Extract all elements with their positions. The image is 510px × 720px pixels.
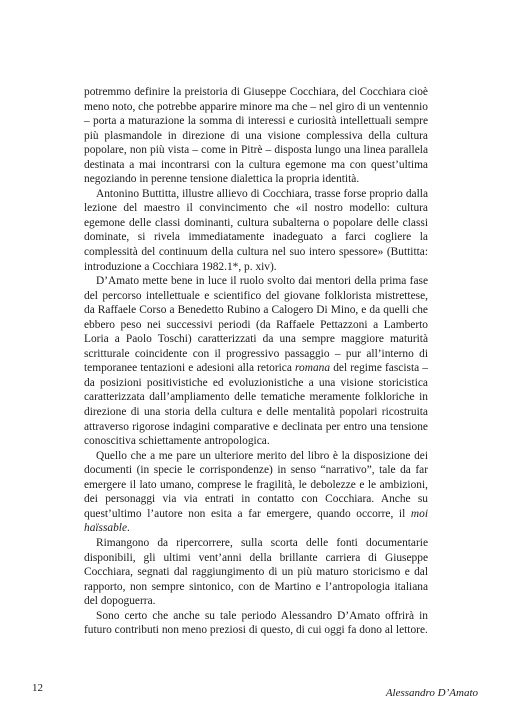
paragraph-text: . — [127, 522, 130, 535]
body-text — [84, 85, 428, 638]
paragraph — [84, 449, 428, 536]
paragraph-text: Antonino Buttitta, illustre allievo di Cocchiara, trasse forse proprio dalla lezione del maestro il convincimento che «il nostro modello: cultura egemone delle classi dominanti, cultura subalterna o popolare delle classi dominate, si rivela immediatamente inadeguato a farci cogliere la complessità del continuum della cultura nel suo intero spessore» (Buttitta: introduzione a Cocchiara 1982.1*, p. xiv). — [84, 187, 428, 273]
paragraph-text: D’Amato mette bene in luce il ruolo svolto dai mentori della prima fase del percorso intellettuale e scientifico del giovane folklorista mistrettese, da Raffaele Corso a Benedetto Rubino a Calogero Di Mino, e da quelli che ebbero peso nei successivi periodi (da Raffaele Pettazzoni a Lamberto Loria a Paolo Toschi) caratterizzati da una sempre maggiore maturità scritturale coincidente con il progressivo passaggio – pur all’interno di temporanee tentazioni e adesioni alla retorica — [84, 275, 428, 375]
page-number: 12 — [32, 682, 43, 694]
paragraph-text: Rimangono da ripercorrere, sulla scorta delle fonti documentarie disponibili, gli ultimi vent’anni della brillante carriera di Giuseppe Cocchiara, segnati dal raggiungimento di un più maturo storicismo e dal rapporto, non sempre sintonico, con de Martino e l’antropologia italiana del dopoguerra. — [84, 536, 428, 608]
paragraph — [84, 274, 428, 449]
paragraph-text: del regime fascista – da posizioni positivistiche ed evoluzionistiche a una visione storicistica caratterizzata dall’ampliamento delle tematiche meramente folkloriche in direzione di una storia della cultura e delle mentalità popolari ricostruita attraverso rigorose indagini comparative e declinata per entro una tensione conoscitiva schiettamente antropologica. — [84, 362, 428, 448]
paragraph — [84, 536, 428, 609]
paragraph-text: Sono certo che anche su tale periodo Alessandro D’Amato offrirà in futuro contributi non meno preziosi di questo, di cui oggi fa dono al lettore. — [84, 609, 428, 637]
paragraph-text: Quello che a me pare un ulteriore merito del libro è la disposizione dei documenti (in specie le corrispondenze) in senso “narrativo”, tale da far emergere il lato umano, comprese le fragilità, le debolezze e le ambizioni, dei personaggi via via entrati in contatto con Cocchiara. Anche su quest’ultimo l’autore non esita a far emergere, quando occorre, il — [84, 449, 428, 520]
running-footer-author: Alessandro D’Amato — [385, 687, 478, 699]
paragraph — [84, 85, 428, 187]
paragraph — [84, 609, 428, 638]
paragraph — [84, 187, 428, 274]
paragraph-text: potremmo definire la preistoria di Giuseppe Cocchiara, del Cocchiara cioè meno noto, che potrebbe apparire minore ma che – nel giro di un ventennio – porta a maturazione la somma di interessi e curiosità intellettuali sempre più plasmandole in direzione di una visione complessiva della cultura popolare, non più vista – come in Pitrè – disposta lungo una linea parallela destinata a mai incontrarsi con la cultura egemone ma con quest’ultima negoziando in perenne tensione dialettica la propria identità. — [84, 86, 428, 186]
italic-term: moi haïssable — [84, 507, 428, 535]
italic-term: romana — [295, 362, 331, 375]
